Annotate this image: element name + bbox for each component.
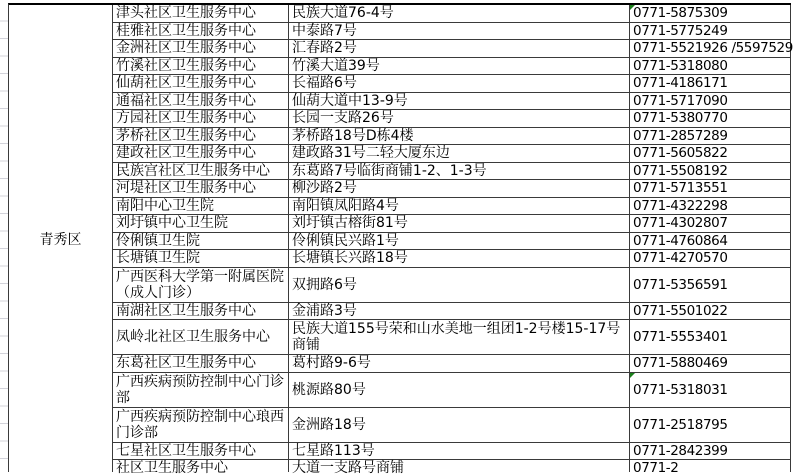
phone-cell[interactable] — [630, 110, 791, 127]
phone-text: 0771-2842399 — [633, 442, 728, 459]
facility-name-cell[interactable]: 七星社区卫生服务中心 — [113, 443, 289, 460]
address-cell[interactable]: 长福路6号 — [289, 75, 630, 92]
phone-text: 0771-5318080 — [633, 57, 728, 74]
phone-cell[interactable] — [630, 443, 791, 460]
health-centers-table — [8, 3, 793, 476]
table-row — [113, 303, 791, 321]
address-cell[interactable]: 葛村路9-6号 — [289, 355, 630, 372]
address-cell[interactable]: 东葛路7号临街商铺1-2、1-3号 — [289, 163, 630, 180]
table-row — [113, 268, 791, 303]
cell-error-flag-icon — [630, 5, 635, 10]
phone-cell[interactable] — [630, 303, 791, 320]
phone-text: 0771-5318031 — [633, 381, 728, 398]
phone-cell[interactable] — [630, 93, 791, 110]
phone-cell[interactable] — [630, 75, 791, 92]
address-cell[interactable]: 七星路113号 — [289, 443, 630, 460]
phone-cell[interactable] — [630, 128, 791, 145]
facility-name-cell[interactable]: 广西疾病预防控制中心门诊部 — [113, 373, 289, 407]
phone-text: 0771-5713551 — [633, 180, 728, 197]
facility-name-cell[interactable]: 津头社区卫生服务中心 — [113, 5, 289, 22]
phone-text: 0771-5605822 — [633, 145, 728, 162]
cell-error-flag-icon — [630, 373, 635, 378]
address-cell[interactable]: 长园一支路26号 — [289, 110, 630, 127]
table-row — [113, 198, 791, 216]
facility-name-cell[interactable]: 广西医科大学第一附属医院（成人门诊） — [113, 268, 289, 302]
facility-name-cell[interactable]: 茅桥社区卫生服务中心 — [113, 128, 289, 145]
phone-cell[interactable] — [630, 23, 791, 40]
phone-cell[interactable] — [630, 408, 791, 442]
facility-name-cell[interactable]: 竹溪社区卫生服务中心 — [113, 58, 289, 75]
phone-text: 0771-5775249 — [633, 22, 728, 39]
table-row — [113, 40, 791, 58]
facility-name-cell[interactable]: 民族宫社区卫生服务中心 — [113, 163, 289, 180]
facility-name-cell[interactable]: 东葛社区卫生服务中心 — [113, 355, 289, 372]
phone-text: 0771-5553401 — [633, 329, 728, 345]
table-row — [113, 163, 791, 181]
facility-name-cell[interactable]: 桂雅社区卫生服务中心 — [113, 23, 289, 40]
facility-name-cell[interactable]: 方园社区卫生服务中心 — [113, 110, 289, 127]
facility-name-cell[interactable]: 凤岭北社区卫生服务中心 — [113, 320, 289, 354]
address-cell[interactable]: 茅桥路18号D栋4楼 — [289, 128, 630, 145]
table-row — [113, 93, 791, 111]
table-row — [113, 145, 791, 163]
table-row — [113, 110, 791, 128]
phone-cell[interactable] — [630, 145, 791, 162]
phone-cell[interactable] — [630, 268, 791, 302]
table-row — [113, 128, 791, 146]
address-cell[interactable]: 民族大道76-4号 — [289, 5, 630, 22]
facility-name-cell[interactable]: 刘圩镇中心卫生院 — [113, 215, 289, 232]
phone-text: 0771-4760864 — [633, 232, 728, 249]
table-rows — [113, 5, 793, 476]
table-row — [113, 5, 791, 23]
phone-cell[interactable] — [630, 373, 791, 407]
table-row — [113, 75, 791, 93]
phone-text-clipped: 0771-2 — [633, 460, 679, 476]
phone-cell[interactable] — [630, 355, 791, 372]
address-cell[interactable]: 长塘镇长兴路18号 — [289, 250, 630, 267]
facility-name-cell[interactable]: 南阳中心卫生院 — [113, 198, 289, 215]
phone-text: 0771-5508192 — [633, 162, 728, 179]
phone-text: 0771-2857289 — [633, 127, 728, 144]
phone-text: 0771-5875309 — [633, 5, 728, 22]
address-cell[interactable]: 柳沙路2号 — [289, 180, 630, 197]
facility-name-cell[interactable]: 长塘镇卫生院 — [113, 250, 289, 267]
address-cell[interactable]: 南阳镇凤阳路4号 — [289, 198, 630, 215]
phone-cell[interactable] — [630, 320, 791, 354]
address-cell[interactable]: 刘圩镇古榕街81号 — [289, 215, 630, 232]
spreadsheet-gridlines-strip — [0, 0, 8, 465]
address-cell[interactable]: 桃源路80号 — [289, 373, 630, 407]
phone-text: 0771-5717090 — [633, 92, 728, 109]
address-cell[interactable]: 建政路31号二轻大厦东边 — [289, 145, 630, 162]
address-cell[interactable]: 民族大道155号荣和山水美地一组团1-2号楼15-17号商铺 — [289, 320, 630, 354]
address-cell[interactable]: 伶俐镇民兴路1号 — [289, 233, 630, 250]
phone-text: 0771-4302807 — [633, 215, 728, 232]
address-cell[interactable]: 金洲路18号 — [289, 408, 630, 442]
facility-name-cell-clipped[interactable]: 社区卫生服务中心 — [113, 460, 289, 472]
facility-name-cell[interactable]: 仙葫社区卫生服务中心 — [113, 75, 289, 92]
phone-text: 0771-5380770 — [633, 110, 728, 127]
phone-cell[interactable] — [630, 163, 791, 180]
address-cell[interactable]: 仙葫大道中13-9号 — [289, 93, 630, 110]
phone-text: 0771-5501022 — [633, 302, 728, 319]
phone-cell[interactable] — [630, 5, 791, 22]
phone-cell[interactable] — [630, 233, 791, 250]
table-row — [113, 215, 791, 233]
phone-text: 0771-4322298 — [633, 197, 728, 214]
table-row — [113, 233, 791, 251]
table-row — [113, 23, 791, 41]
phone-text: 0771-2518795 — [633, 416, 728, 433]
facility-name-cell[interactable]: 南湖社区卫生服务中心 — [113, 303, 289, 320]
table-row — [113, 408, 791, 443]
phone-cell[interactable] — [630, 180, 791, 197]
address-cell[interactable]: 竹溪大道39号 — [289, 58, 630, 75]
phone-cell-clipped[interactable] — [630, 460, 791, 476]
table-row — [113, 180, 791, 198]
phone-cell[interactable] — [630, 198, 791, 215]
table-row-partial-clipped — [113, 460, 791, 476]
district-merged-cell[interactable] — [9, 5, 113, 472]
table-row — [113, 373, 791, 408]
phone-cell[interactable] — [630, 58, 791, 75]
phone-text: 0771-4270570 — [633, 250, 728, 267]
facility-name-cell[interactable]: 伶俐镇卫生院 — [113, 233, 289, 250]
facility-name-cell[interactable]: 通福社区卫生服务中心 — [113, 93, 289, 110]
phone-cell[interactable] — [630, 250, 791, 267]
phone-text: 0771-5521926 /5597529 — [633, 40, 793, 57]
phone-text: 0771-5356591 — [633, 276, 728, 293]
table-row — [113, 320, 791, 355]
facility-name-cell[interactable]: 金洲社区卫生服务中心 — [113, 40, 289, 57]
address-cell[interactable]: 汇春路2号 — [289, 40, 630, 57]
address-cell[interactable]: 双拥路6号 — [289, 268, 630, 302]
address-cell[interactable]: 金浦路3号 — [289, 303, 630, 320]
table-row — [113, 250, 791, 268]
district-label: 青秀区 — [39, 231, 82, 248]
facility-name-cell[interactable]: 河堤社区卫生服务中心 — [113, 180, 289, 197]
phone-text: 0771-5880469 — [633, 355, 728, 372]
facility-name-cell[interactable]: 建政社区卫生服务中心 — [113, 145, 289, 162]
table-row — [113, 443, 791, 461]
table-row — [113, 58, 791, 76]
facility-name-cell[interactable]: 广西疾病预防控制中心琅西门诊部 — [113, 408, 289, 442]
phone-cell[interactable] — [630, 40, 791, 57]
phone-text: 0771-4186171 — [633, 75, 728, 92]
phone-cell[interactable] — [630, 215, 791, 232]
table-row — [113, 355, 791, 373]
address-cell[interactable]: 中泰路7号 — [289, 23, 630, 40]
address-cell-clipped[interactable]: 大道一支路号商铺 — [289, 460, 630, 472]
